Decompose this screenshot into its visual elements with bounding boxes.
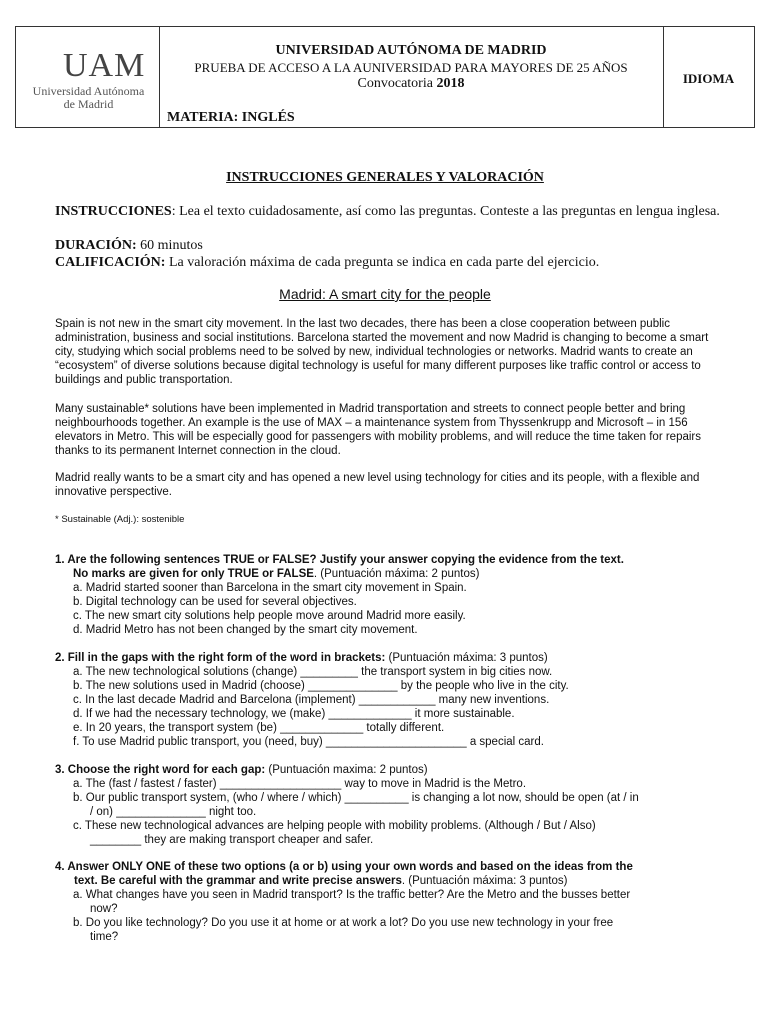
q3-points: (Puntuación maxima: 2 puntos) (265, 764, 428, 776)
idioma-cell (663, 27, 754, 127)
duration-text: 60 minutos (136, 238, 203, 253)
q4-lead-2-line (55, 874, 720, 888)
q1-a: a. Madrid started sooner than Barcelona in the smart city movement in Spain. (73, 582, 467, 594)
instr-label: INSTRUCCIONES (55, 204, 172, 219)
q1-c: c. The new smart city solutions help people move around Madrid more easily. (73, 610, 466, 622)
instr-text: : Lea el texto cuidadosamente, así como las preguntas. Conteste a las preguntas en lengua inglesa. (171, 204, 720, 219)
question-4 (55, 860, 720, 944)
q1-lead-2 (55, 567, 720, 581)
q4-lead-2: text. Be careful with the grammar and write precise answers (74, 875, 402, 887)
question-1 (55, 553, 720, 637)
q4-lead: 4. Answer ONLY ONE of these two options (a or b) using your own words and based on the ideas from the (55, 861, 633, 873)
grading-text: La valoración máxima de cada pregunta se indica en cada parte del ejercicio. (165, 255, 600, 270)
q4-points: . (Puntuación máxima: 3 puntos) (401, 875, 568, 887)
q2-c: c. In the last decade Madrid and Barcelona (implement) ____________ many new inventions. (73, 694, 550, 706)
logo (16, 27, 160, 127)
footnote: * Sustainable (Adj.): sostenible (55, 514, 185, 525)
q4-b-cont: time? (90, 931, 119, 943)
q4-a: a. What changes have you seen in Madrid transport? Is the traffic better? Are the Metro and the busses better (73, 889, 631, 901)
article-paragraph-2: Many sustainable* solutions have been implemented in Madrid transportation and streets to connect people better and bring neighbourhoods together. An example is the use of MAX – a maintenance system from Thyssenkrupp and Microsoft – in 156 elevators in Metro. This will be especially good for passengers with mobility problems, and will reduce the time taken for repairs thanks to its permanent Internet connection in the cloud. (55, 403, 701, 457)
convocatoria (159, 76, 663, 92)
instructions (55, 203, 720, 220)
logo-caption (26, 85, 151, 111)
q2-b: b. The new solutions used in Madrid (choose) ______________ by the people who live in the city. (73, 680, 569, 692)
q2-points: (Puntuación máxima: 3 puntos) (385, 652, 548, 664)
question-3 (55, 763, 720, 847)
q2-a: a. The new technological solutions (change) _________ the transport system in big cities now. (73, 666, 553, 678)
q1-lead: 1. Are the following sentences TRUE or FALSE? Justify your answer copying the evidence from the text. (55, 554, 624, 566)
q1-b: b. Digital technology can be used for several objectives. (73, 596, 357, 608)
q2-lead-line (55, 651, 720, 665)
q3-c-cont: ________ they are making transport cheaper and safer. (90, 834, 374, 846)
q4-b: b. Do you like technology? Do you use it at home or at work a lot? Do you use new technology in your free (73, 917, 614, 929)
grading (55, 254, 720, 271)
duration (55, 237, 720, 254)
article-paragraph-1: Spain is not new in the smart city movement. In the last two decades, there has been a close cooperation between public administration, business and social institutions. Barcelona started the movement and now Madrid is changing to become a smart city, studying which social problems need to be solved by new, individual technologies or networks. Madrid wants to create an “ecosystem” of diverse solutions because digital technology is useful for many different purposes like traffic control or access to buildings and public transportation. (55, 318, 709, 386)
convocatoria-year: 2018 (436, 76, 465, 91)
idioma-label: IDIOMA (682, 71, 735, 86)
materia: MATERIA: INGLÉS (167, 110, 295, 125)
uam-logo-mark: UAM (63, 47, 146, 84)
q3-b-cont: / on) ______________ night too. (90, 806, 257, 818)
q2-e: e. In 20 years, the transport system (be) _____________ totally different. (73, 722, 445, 734)
q3-lead-line (55, 763, 720, 777)
article-paragraph-3: Madrid really wants to be a smart city and has opened a new level using technology for cities and its people, with a flexible and innovative perspective. (55, 472, 700, 498)
q3-b: b. Our public transport system, (who / where / which) __________ is changing a lot now, should be open (at / in (73, 792, 639, 804)
university-name: UNIVERSIDAD AUTÓNOMA DE MADRID (275, 43, 547, 58)
q3-c: c. These new technological advances are helping people with mobility problems. (Although / But / Also) (73, 820, 596, 832)
header-title-cell (159, 27, 664, 127)
q3-a: a. The (fast / fastest / faster) ___________________ way to move in Madrid is the Metro. (73, 778, 527, 790)
q2-f: f. To use Madrid public transport, you (need, buy) ______________________ a special card. (73, 736, 544, 748)
q1-d: d. Madrid Metro has not been changed by the smart city movement. (73, 624, 418, 636)
article-title: Madrid: A smart city for the people (279, 286, 491, 302)
grading-label: CALIFICACIÓN: (55, 255, 166, 270)
logo-line-2: de Madrid (63, 97, 114, 111)
duration-label: DURACIÓN: (55, 238, 137, 253)
q1-points: . (Puntuación máxima: 2 puntos) (313, 568, 480, 580)
q1-lead-2-bold: No marks are given for only TRUE or FALSE (73, 568, 314, 580)
q2-d: d. If we had the necessary technology, we (make) _____________ it more sustainable. (73, 708, 515, 720)
convocatoria-label: Convocatoria (357, 76, 433, 91)
logo-line-1: Universidad Autónoma (32, 84, 145, 98)
q3-lead: 3. Choose the right word for each gap: (55, 764, 266, 776)
exam-header (15, 26, 755, 128)
question-2 (55, 651, 720, 749)
section-title: INSTRUCCIONES GENERALES Y VALORACIÓN (226, 170, 544, 185)
q4-a-cont: now? (90, 903, 118, 915)
q2-lead: 2. Fill in the gaps with the right form of the word in brackets: (55, 652, 386, 664)
exam-name: PRUEBA DE ACCESO A LA AUNIVERSIDAD PARA MAYORES DE 25 AÑOS (194, 60, 628, 75)
